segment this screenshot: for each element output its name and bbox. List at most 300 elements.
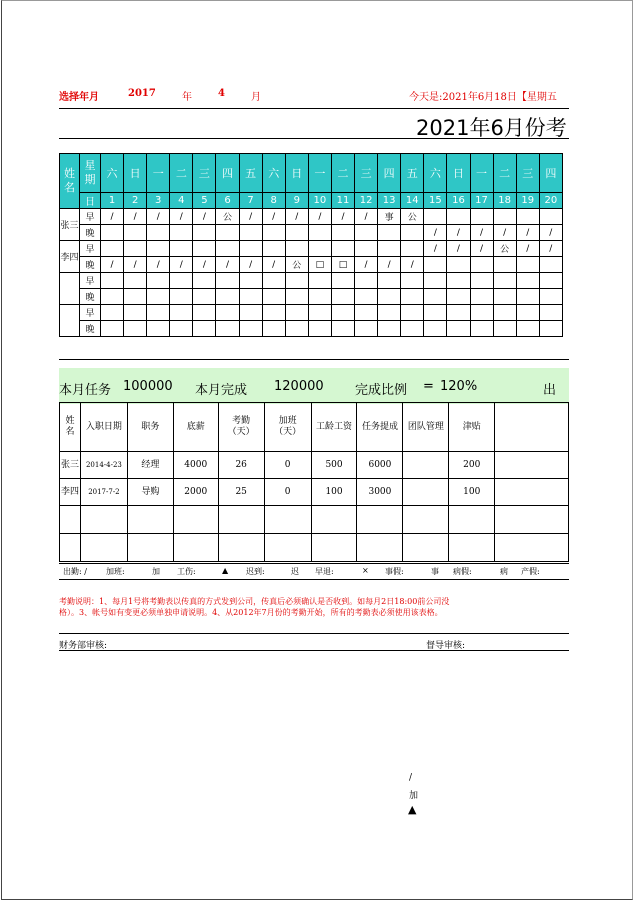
shift-cell: 晚 xyxy=(80,289,101,305)
year-unit: 年 xyxy=(182,92,192,103)
attendance-cell[interactable]: / xyxy=(308,209,331,225)
legend-item: 早退: xyxy=(315,567,334,576)
salary-cell[interactable]: 4000 xyxy=(173,452,218,479)
attendance-cell[interactable] xyxy=(239,241,262,257)
attendance-row xyxy=(60,209,563,225)
ratio-label: 完成比例 xyxy=(355,383,408,398)
day-number-cell: 7 xyxy=(239,193,262,209)
attendance-cell[interactable] xyxy=(147,225,170,241)
salary-cell[interactable]: 2017-7-2 xyxy=(80,479,127,506)
attendance-table xyxy=(59,153,563,337)
attendance-cell[interactable] xyxy=(285,289,308,305)
notes-line-1: 考勤说明：1、每月1号将考勤表以传真的方式发到公司，传真后必须确认是否收到。如每月2日18:00前公司没 xyxy=(59,597,450,606)
legend-item: 病假: xyxy=(453,567,472,576)
salary-cell[interactable] xyxy=(264,506,311,534)
attendance-cell[interactable]: / xyxy=(424,225,447,241)
attendance-row xyxy=(60,241,563,257)
attendance-cell[interactable] xyxy=(262,241,285,257)
salary-cell[interactable] xyxy=(403,534,449,562)
stray-triangle: ▲ xyxy=(408,803,417,816)
attendance-cell[interactable]: / xyxy=(262,257,285,273)
salary-cell[interactable]: 2000 xyxy=(173,479,218,506)
salary-header-cell: 任务提成 xyxy=(357,403,403,452)
salary-header-cell: 姓名 xyxy=(60,403,81,452)
attendance-cell[interactable] xyxy=(493,305,516,321)
employee-name-cell[interactable]: 张三 xyxy=(60,209,80,241)
attendance-cell[interactable] xyxy=(331,273,354,289)
salary-table xyxy=(59,402,569,562)
weekday-cell: 一 xyxy=(470,154,493,193)
attendance-cell[interactable] xyxy=(378,273,401,289)
attendance-cell[interactable] xyxy=(239,225,262,241)
day-number-cell: 6 xyxy=(216,193,239,209)
monthly-task-label: 本月任务 xyxy=(59,383,112,398)
attendance-cell[interactable]: / xyxy=(170,209,193,225)
attendance-cell[interactable] xyxy=(124,241,147,257)
attendance-cell[interactable] xyxy=(470,209,493,225)
day-number-cell: 8 xyxy=(262,193,285,209)
attendance-cell[interactable] xyxy=(401,289,424,305)
attendance-cell[interactable]: / xyxy=(331,209,354,225)
attendance-cell[interactable] xyxy=(539,209,562,225)
weekday-cell: 五 xyxy=(401,154,424,193)
attendance-cell[interactable] xyxy=(470,321,493,337)
weekday-cell: 六 xyxy=(101,154,124,193)
attendance-cell[interactable]: / xyxy=(239,209,262,225)
salary-header-cell: 工龄工资 xyxy=(311,403,357,452)
attendance-cell[interactable] xyxy=(539,305,562,321)
salary-row xyxy=(60,506,569,534)
attendance-cell[interactable]: / xyxy=(516,241,539,257)
attendance-cell[interactable] xyxy=(355,289,378,305)
employee-name-cell[interactable]: 李四 xyxy=(60,241,80,273)
attendance-cell[interactable] xyxy=(285,225,308,241)
attendance-cell[interactable] xyxy=(470,257,493,273)
salary-header-cell: 团队管理 xyxy=(403,403,449,452)
attendance-cell[interactable] xyxy=(101,321,124,337)
attendance-cell[interactable]: 公 xyxy=(401,209,424,225)
weekday-cell: 二 xyxy=(493,154,516,193)
attendance-cell[interactable] xyxy=(401,305,424,321)
attendance-cell[interactable] xyxy=(262,305,285,321)
day-number-cell: 19 xyxy=(516,193,539,209)
attendance-cell[interactable] xyxy=(470,289,493,305)
legend-item: 病 xyxy=(500,567,508,576)
weekday-cell: 一 xyxy=(147,154,170,193)
attendance-cell[interactable] xyxy=(147,273,170,289)
shift-cell: 晚 xyxy=(80,225,101,241)
attendance-cell[interactable] xyxy=(262,273,285,289)
attendance-cell[interactable] xyxy=(493,257,516,273)
attendance-cell[interactable] xyxy=(285,273,308,289)
salary-empty-cell xyxy=(495,452,569,479)
day-number-cell: 11 xyxy=(331,193,354,209)
salary-cell[interactable] xyxy=(311,506,357,534)
attendance-cell[interactable] xyxy=(355,273,378,289)
salary-cell[interactable] xyxy=(173,506,218,534)
attendance-cell[interactable] xyxy=(424,321,447,337)
salary-empty-cell xyxy=(495,479,569,506)
attendance-row xyxy=(60,257,563,273)
legend-item: 迟到: xyxy=(246,567,265,576)
salary-cell[interactable]: 2014-4-23 xyxy=(80,452,127,479)
attendance-cell[interactable] xyxy=(401,225,424,241)
legend-item: 事假: xyxy=(385,567,404,576)
attendance-cell[interactable]: 公 xyxy=(493,241,516,257)
attendance-cell[interactable] xyxy=(193,225,216,241)
legend-item: 加班: xyxy=(106,567,125,576)
attendance-cell[interactable] xyxy=(147,321,170,337)
weekday-cell: 二 xyxy=(331,154,354,193)
weekday-cell: 日 xyxy=(124,154,147,193)
attendance-cell[interactable]: / xyxy=(355,257,378,273)
attendance-cell[interactable]: / xyxy=(124,209,147,225)
attendance-cell[interactable] xyxy=(447,305,470,321)
attendance-cell[interactable] xyxy=(285,305,308,321)
attendance-cell[interactable]: / xyxy=(447,241,470,257)
attendance-cell[interactable] xyxy=(170,225,193,241)
attendance-cell[interactable] xyxy=(516,305,539,321)
attendance-cell[interactable]: / xyxy=(516,225,539,241)
attendance-cell[interactable]: / xyxy=(470,241,493,257)
salary-cell[interactable] xyxy=(403,479,449,506)
stray-add-mark: 加 xyxy=(409,791,419,801)
attendance-cell[interactable] xyxy=(378,321,401,337)
month-unit: 月 xyxy=(251,92,261,103)
attendance-cell[interactable]: / xyxy=(493,225,516,241)
attendance-cell[interactable] xyxy=(378,305,401,321)
weekday-cell: 五 xyxy=(239,154,262,193)
employee-name-cell[interactable] xyxy=(60,273,80,305)
attendance-cell[interactable] xyxy=(216,305,239,321)
salary-cell[interactable]: 3000 xyxy=(357,479,403,506)
attendance-cell[interactable] xyxy=(170,305,193,321)
attendance-cell[interactable] xyxy=(101,241,124,257)
salary-cell[interactable]: 500 xyxy=(311,452,357,479)
day-number-cell: 9 xyxy=(285,193,308,209)
attendance-cell[interactable] xyxy=(378,225,401,241)
salary-cell[interactable] xyxy=(357,506,403,534)
attendance-cell[interactable] xyxy=(401,273,424,289)
weekday-cell: 四 xyxy=(539,154,562,193)
salary-cell[interactable]: 25 xyxy=(218,479,264,506)
attendance-cell[interactable] xyxy=(147,241,170,257)
legend-item: ▲ xyxy=(222,566,229,575)
attendance-cell[interactable] xyxy=(170,289,193,305)
attendance-cell[interactable] xyxy=(239,289,262,305)
salary-row xyxy=(60,479,569,506)
salary-cell[interactable] xyxy=(60,534,81,562)
attendance-cell[interactable]: 公 xyxy=(285,257,308,273)
attendance-cell[interactable] xyxy=(147,289,170,305)
weekday-cell: 六 xyxy=(262,154,285,193)
salary-cell[interactable] xyxy=(403,506,449,534)
attendance-cell[interactable] xyxy=(516,321,539,337)
salary-cell[interactable]: 26 xyxy=(218,452,264,479)
attendance-cell[interactable] xyxy=(147,305,170,321)
attendance-cell[interactable] xyxy=(447,257,470,273)
day-number-cell: 17 xyxy=(470,193,493,209)
legend-item: × xyxy=(362,566,369,575)
attendance-cell[interactable] xyxy=(470,273,493,289)
legend-item: 迟 xyxy=(291,567,299,576)
shift-cell: 早 xyxy=(80,305,101,321)
attendance-cell[interactable] xyxy=(124,289,147,305)
salary-cell[interactable] xyxy=(80,534,127,562)
salary-empty-cell xyxy=(495,506,569,534)
legend-item: 工伤: xyxy=(177,567,196,576)
attendance-cell[interactable] xyxy=(378,289,401,305)
attendance-cell[interactable] xyxy=(424,257,447,273)
day-number-cell: 18 xyxy=(493,193,516,209)
attendance-cell[interactable] xyxy=(355,321,378,337)
attendance-cell[interactable] xyxy=(539,289,562,305)
attendance-cell[interactable] xyxy=(516,273,539,289)
attendance-cell[interactable] xyxy=(262,225,285,241)
salary-cell[interactable] xyxy=(173,534,218,562)
day-number-cell: 14 xyxy=(401,193,424,209)
salary-cell[interactable]: 0 xyxy=(264,452,311,479)
monthly-task-value: 100000 xyxy=(123,379,173,394)
weekday-cell: 一 xyxy=(308,154,331,193)
attendance-cell[interactable]: / xyxy=(124,257,147,273)
attendance-cell[interactable] xyxy=(193,305,216,321)
salary-cell[interactable] xyxy=(80,506,127,534)
attendance-cell[interactable] xyxy=(331,305,354,321)
salary-header-cell: 底薪 xyxy=(173,403,218,452)
month-value[interactable]: 4 xyxy=(218,88,225,99)
spreadsheet xyxy=(59,82,569,652)
attendance-cell[interactable] xyxy=(239,273,262,289)
attendance-row xyxy=(60,289,563,305)
attendance-cell[interactable] xyxy=(216,225,239,241)
weekday-cell: 日 xyxy=(447,154,470,193)
weekday-cell: 四 xyxy=(216,154,239,193)
attendance-cell[interactable]: / xyxy=(216,257,239,273)
row-divider xyxy=(59,633,569,634)
attendance-cell[interactable]: / xyxy=(147,209,170,225)
attendance-cell[interactable]: / xyxy=(170,257,193,273)
attendance-cell[interactable] xyxy=(539,273,562,289)
salary-cell[interactable]: 100 xyxy=(311,479,357,506)
salary-header-cell: 职务 xyxy=(127,403,173,452)
day-number-cell: 10 xyxy=(308,193,331,209)
attendance-cell[interactable]: / xyxy=(447,225,470,241)
attendance-cell[interactable]: / xyxy=(101,257,124,273)
attendance-cell[interactable]: / xyxy=(470,225,493,241)
attendance-cell[interactable]: 事 xyxy=(378,209,401,225)
attendance-cell[interactable] xyxy=(493,273,516,289)
attendance-cell[interactable]: □ xyxy=(331,257,354,273)
attendance-cell[interactable] xyxy=(470,305,493,321)
salary-cell[interactable] xyxy=(127,506,173,534)
salary-cell[interactable] xyxy=(311,534,357,562)
attendance-cell[interactable] xyxy=(193,321,216,337)
attendance-cell[interactable] xyxy=(447,273,470,289)
stray-slash: / xyxy=(409,773,413,783)
salary-cell[interactable]: 经理 xyxy=(127,452,173,479)
attendance-cell[interactable] xyxy=(239,321,262,337)
attendance-cell[interactable] xyxy=(193,241,216,257)
attendance-cell[interactable] xyxy=(170,273,193,289)
notes-line-2: 格）。3、帐号如有变更必须单独申请说明。4、从2012年7月份的考勤开始，所有的考勤表必须使用该表格。 xyxy=(59,608,443,617)
attendance-notes xyxy=(59,596,449,618)
attendance-cell[interactable] xyxy=(355,225,378,241)
attendance-cell[interactable] xyxy=(216,273,239,289)
attendance-cell[interactable] xyxy=(447,321,470,337)
attendance-cell[interactable] xyxy=(401,321,424,337)
attendance-cell[interactable]: / xyxy=(355,209,378,225)
attendance-cell[interactable] xyxy=(308,289,331,305)
attendance-cell[interactable] xyxy=(447,209,470,225)
salary-cell[interactable] xyxy=(218,506,264,534)
attendance-cell[interactable] xyxy=(308,241,331,257)
attendance-cell[interactable] xyxy=(193,289,216,305)
attendance-cell[interactable] xyxy=(424,209,447,225)
attendance-cell[interactable] xyxy=(447,289,470,305)
row-divider xyxy=(59,138,569,139)
attendance-cell[interactable]: / xyxy=(378,257,401,273)
supervisor-review-label: 督导审核: xyxy=(426,641,466,651)
attendance-cell[interactable] xyxy=(516,209,539,225)
salary-cell[interactable] xyxy=(218,534,264,562)
salary-cell[interactable]: 导购 xyxy=(127,479,173,506)
attendance-cell[interactable] xyxy=(424,273,447,289)
sheet-title: 2021年6月份考 xyxy=(416,116,567,140)
attendance-cell[interactable]: / xyxy=(193,257,216,273)
salary-cell[interactable]: 0 xyxy=(264,479,311,506)
salary-cell[interactable] xyxy=(357,534,403,562)
trailing-label: 出 xyxy=(543,383,557,398)
attendance-cell[interactable] xyxy=(101,225,124,241)
attendance-cell[interactable] xyxy=(401,241,424,257)
attendance-cell[interactable]: / xyxy=(239,257,262,273)
attendance-cell[interactable] xyxy=(101,289,124,305)
today-date: 今天是:2021年6月18日【星期五 xyxy=(409,92,557,103)
attendance-cell[interactable] xyxy=(124,273,147,289)
attendance-cell[interactable]: / xyxy=(424,241,447,257)
ratio-value: 120% xyxy=(440,379,478,394)
salary-cell[interactable] xyxy=(127,534,173,562)
salary-cell[interactable]: 100 xyxy=(449,479,495,506)
attendance-cell[interactable]: / xyxy=(147,257,170,273)
attendance-cell[interactable]: / xyxy=(539,225,562,241)
salary-cell[interactable]: 张三 xyxy=(60,452,81,479)
day-number-cell: 4 xyxy=(170,193,193,209)
salary-cell[interactable] xyxy=(264,534,311,562)
attendance-cell[interactable] xyxy=(331,289,354,305)
attendance-cell[interactable] xyxy=(308,321,331,337)
attendance-cell[interactable] xyxy=(308,273,331,289)
weekday-cell: 日 xyxy=(285,154,308,193)
attendance-cell[interactable] xyxy=(424,289,447,305)
attendance-cell[interactable] xyxy=(216,321,239,337)
salary-cell[interactable]: 200 xyxy=(449,452,495,479)
attendance-cell[interactable] xyxy=(355,241,378,257)
attendance-cell[interactable]: 公 xyxy=(216,209,239,225)
attendance-cell[interactable] xyxy=(331,225,354,241)
attendance-cell[interactable] xyxy=(493,321,516,337)
attendance-cell[interactable] xyxy=(101,273,124,289)
shift-cell: 早 xyxy=(80,209,101,225)
attendance-cell[interactable] xyxy=(331,241,354,257)
year-value[interactable]: 2017 xyxy=(128,88,156,99)
employee-name-cell[interactable] xyxy=(60,305,80,337)
legend-item: 事 xyxy=(431,567,439,576)
attendance-cell[interactable] xyxy=(101,305,124,321)
row-divider xyxy=(59,108,569,109)
attendance-cell[interactable] xyxy=(124,225,147,241)
attendance-cell[interactable]: / xyxy=(401,257,424,273)
completed-value: 120000 xyxy=(274,379,324,394)
attendance-cell[interactable] xyxy=(539,321,562,337)
shift-cell: 早 xyxy=(80,273,101,289)
attendance-cell[interactable] xyxy=(493,289,516,305)
attendance-cell[interactable] xyxy=(308,305,331,321)
attendance-cell[interactable] xyxy=(285,241,308,257)
attendance-row xyxy=(60,273,563,289)
attendance-cell[interactable] xyxy=(170,241,193,257)
attendance-cell[interactable]: / xyxy=(193,209,216,225)
name-header: 姓名 xyxy=(60,154,80,209)
attendance-cell[interactable] xyxy=(262,289,285,305)
weekday-cell: 三 xyxy=(516,154,539,193)
salary-cell[interactable]: 李四 xyxy=(60,479,81,506)
attendance-cell[interactable] xyxy=(378,241,401,257)
weekday-cell: 三 xyxy=(193,154,216,193)
salary-empty-cell xyxy=(495,403,569,452)
attendance-cell[interactable] xyxy=(239,305,262,321)
salary-cell[interactable] xyxy=(60,506,81,534)
salary-row xyxy=(60,452,569,479)
attendance-cell[interactable] xyxy=(355,305,378,321)
attendance-cell[interactable] xyxy=(193,273,216,289)
attendance-cell[interactable]: / xyxy=(101,209,124,225)
weekday-cell: 四 xyxy=(378,154,401,193)
attendance-cell[interactable]: / xyxy=(285,209,308,225)
shift-cell: 早 xyxy=(80,241,101,257)
attendance-cell[interactable] xyxy=(516,289,539,305)
attendance-cell[interactable]: / xyxy=(539,241,562,257)
attendance-cell[interactable] xyxy=(493,209,516,225)
salary-cell[interactable]: 6000 xyxy=(357,452,403,479)
salary-header-cell: 入职日期 xyxy=(80,403,127,452)
attendance-cell[interactable] xyxy=(216,289,239,305)
attendance-cell[interactable] xyxy=(124,305,147,321)
attendance-cell[interactable] xyxy=(424,305,447,321)
day-number-cell: 5 xyxy=(193,193,216,209)
attendance-cell[interactable]: / xyxy=(262,209,285,225)
attendance-cell[interactable] xyxy=(516,257,539,273)
salary-cell[interactable] xyxy=(449,506,495,534)
day-number-cell: 16 xyxy=(447,193,470,209)
day-number-cell: 1 xyxy=(101,193,124,209)
shift-cell: 晚 xyxy=(80,321,101,337)
day-number-cell: 12 xyxy=(355,193,378,209)
salary-cell[interactable] xyxy=(449,534,495,562)
attendance-cell[interactable] xyxy=(124,321,147,337)
attendance-cell[interactable] xyxy=(285,321,308,337)
attendance-cell[interactable] xyxy=(308,225,331,241)
attendance-cell[interactable] xyxy=(539,257,562,273)
attendance-cell[interactable] xyxy=(216,241,239,257)
attendance-cell[interactable] xyxy=(331,321,354,337)
attendance-cell[interactable]: □ xyxy=(308,257,331,273)
salary-cell[interactable] xyxy=(403,452,449,479)
attendance-cell[interactable] xyxy=(262,321,285,337)
day-number-cell: 3 xyxy=(147,193,170,209)
attendance-cell[interactable] xyxy=(170,321,193,337)
